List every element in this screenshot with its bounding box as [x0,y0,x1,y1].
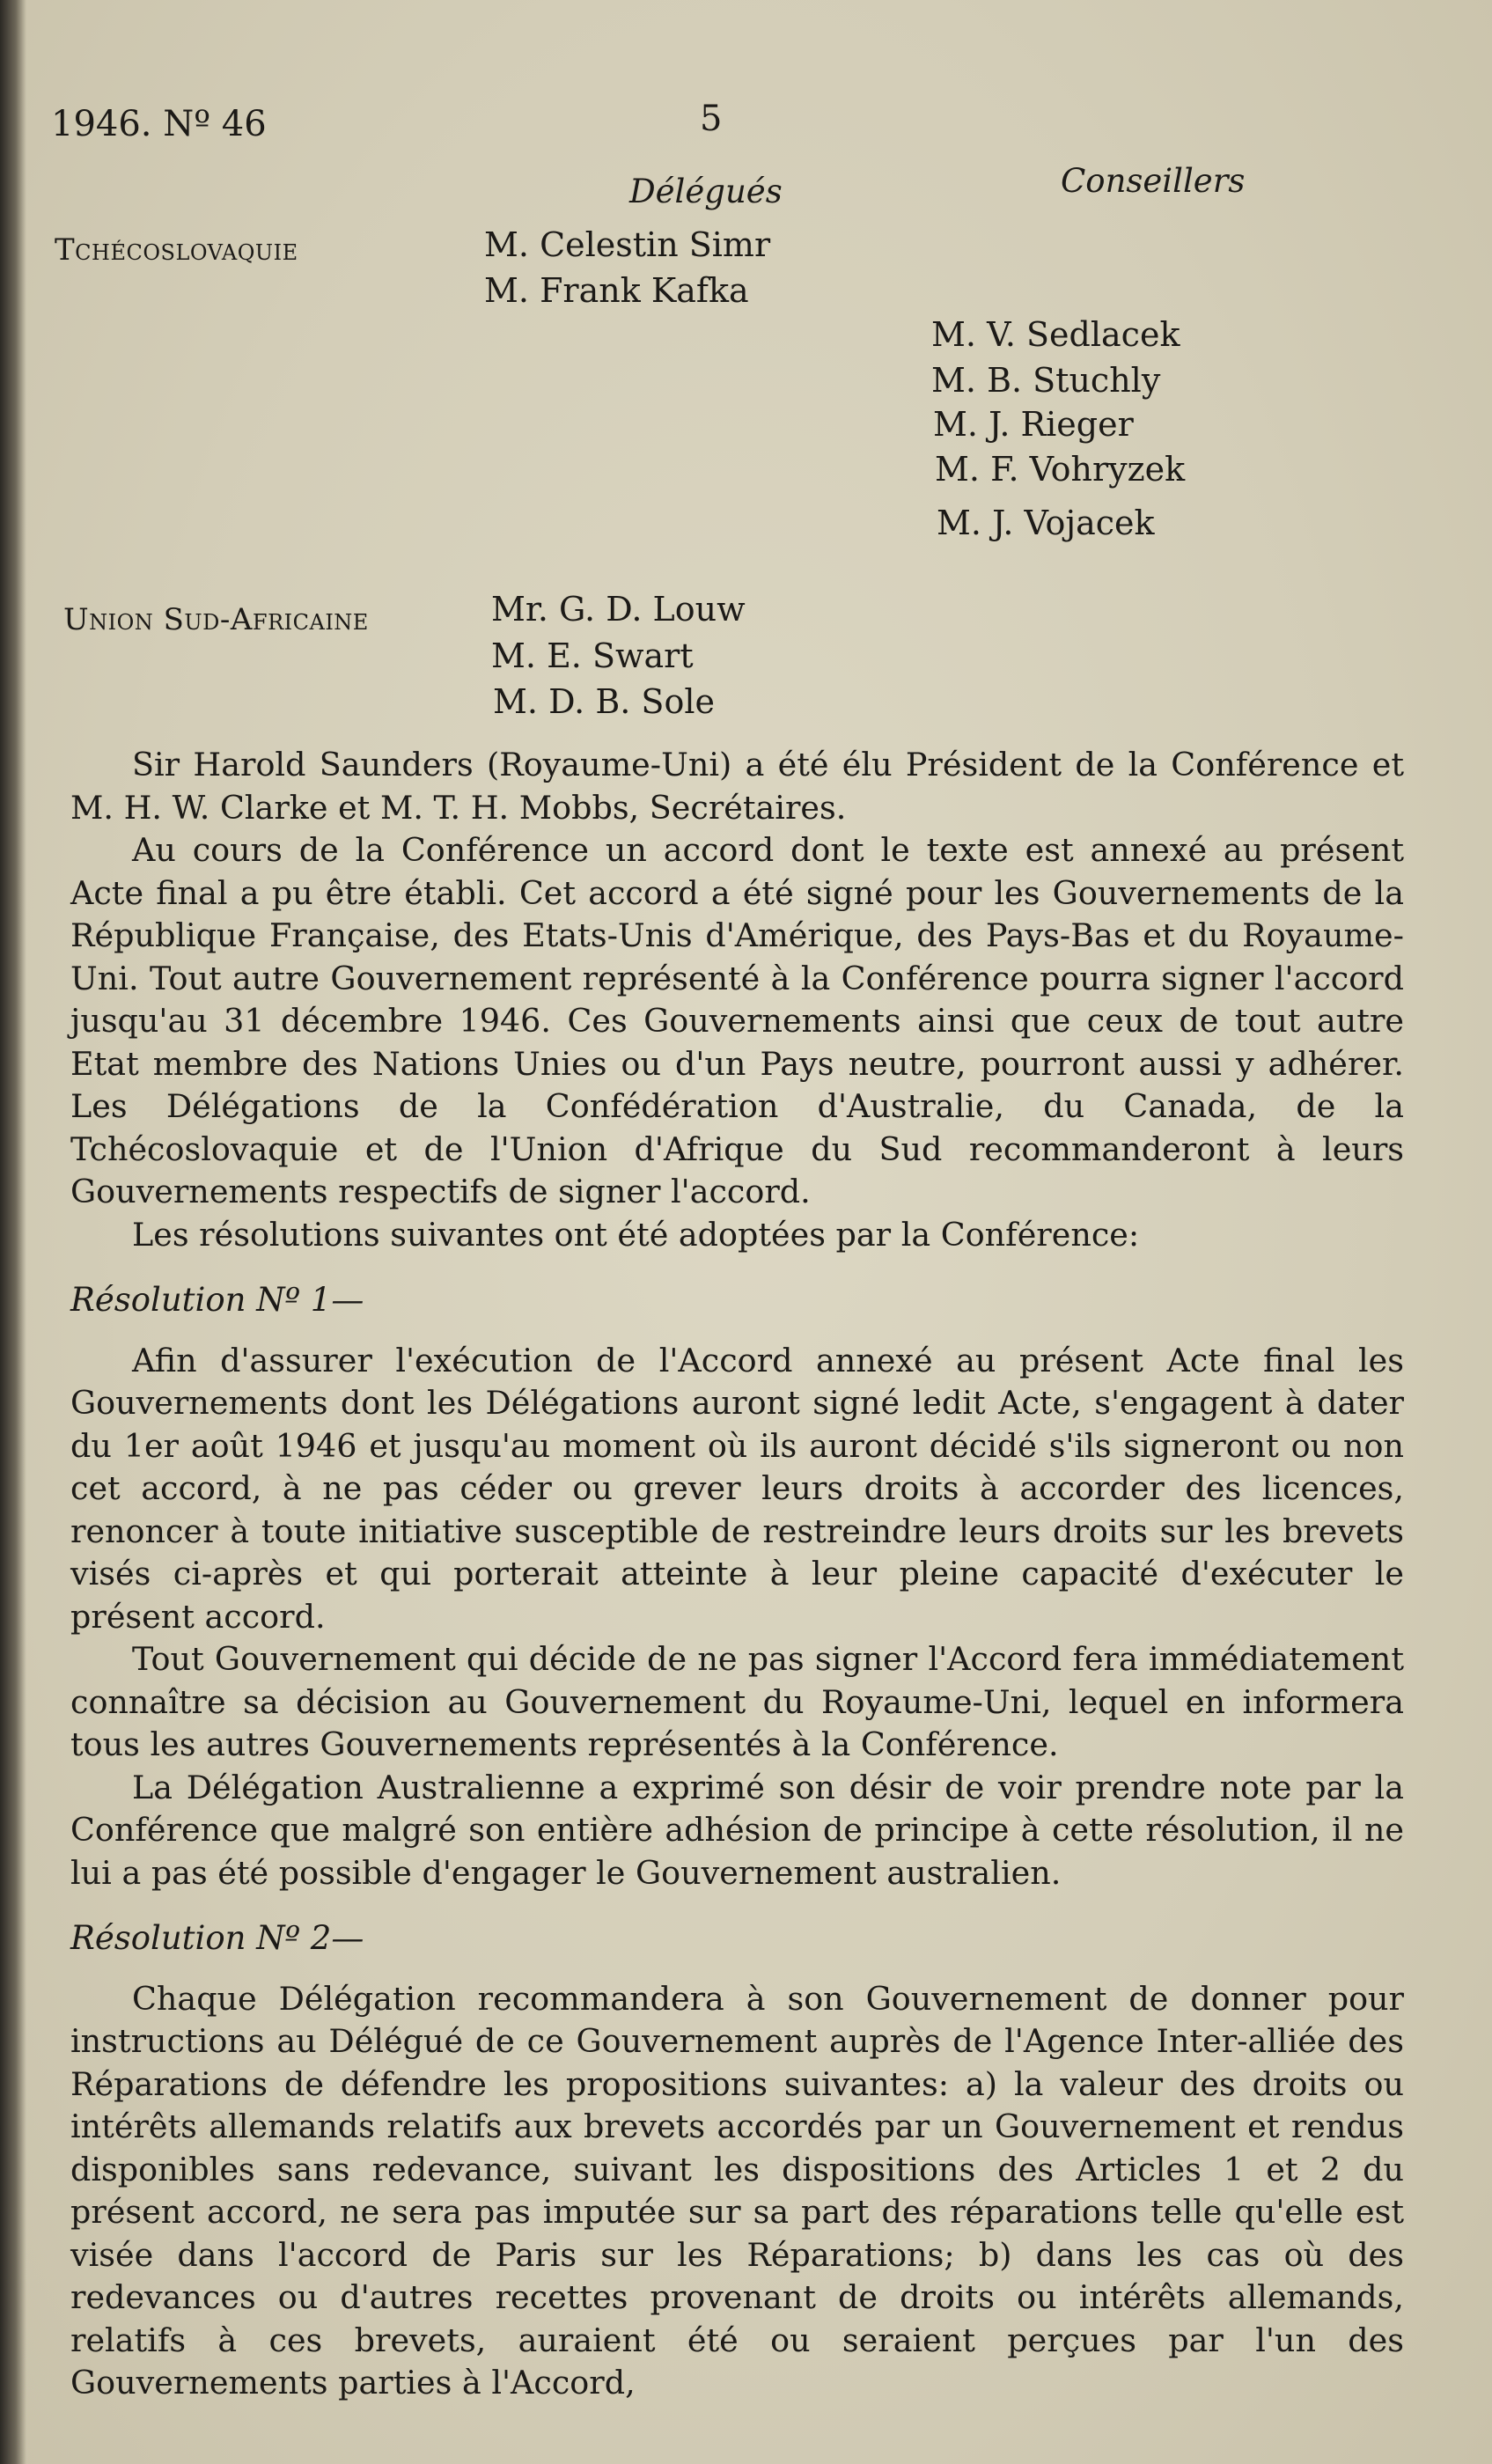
header-year-number: 1946. Nº 46 [51,104,267,144]
resolution-1-title: Résolution Nº 1— [70,1281,364,1319]
page-number: 5 [700,99,723,139]
paragraph-accord: Au cours de la Conférence un accord dont le texte est annexé au présent Acte final a pu être établi. Cet accord a été signé pour les Gouvernements de la République Française, des Etats-Unis d'Amérique, des Pays-Bas et du Royaume-Uni. Tout autre Gouvernement représenté à la Conférence pourra signer l'accord jusqu'au 31 décembre 1946. Ces Gouvernements ainsi que ceux de tout autre Etat membre des Nations Unies ou d'un Pays neutre, pourront aussi y adhérer. Les Délégations de la Confédération d'Australie, du Canada, de la Tchécoslovaquie et de l'Union d'Afrique du Sud recommanderont à leurs Gouvernements respectifs de signer l'accord. [70,831,1404,1210]
advisers-heading: Conseillers [1061,162,1246,200]
adviser-name: M. J. Rieger [933,405,1134,444]
adviser-name: M. J. Vojacek [937,504,1155,542]
resolution-1-paragraph: Tout Gouvernement qui décide de ne pas signer l'Accord fera immédiatement connaître sa décision au Gouvernement du Royaume-Uni, lequel en informera tous les autres Gouvernements représentés à la Conférence. [70,1640,1404,1763]
delegate-name: M. E. Swart [491,636,694,675]
resolution-2-paragraph: Chaque Délégation recommandera à son Gouvernement de donner pour instructions au Délégué de ce Gouvernement auprès de l'Agence Inter-alliée des Réparations de défendre les propositions suivantes: a) la valeur des droits ou intérêts allemands relatifs aux brevets accordés par un Gouvernement et rendus disponibles sans redevance, suivant les dispositions des Articles 1 et 2 du présent accord, ne sera pas imputée sur sa part des réparations telle qu'elle est visée dans l'accord de Paris sur les Réparations; b) dans les cas où des redevances ou d'autres recettes provenant de droits ou intérêts allemands, relatifs à ces brevets, auraient été ou seraient perçues par l'un des Gouvernements parties à l'Accord, [70,1979,1404,2401]
adviser-name: M. V. Sedlacek [931,315,1180,354]
paragraph-resolutions-intro: Les résolutions suivantes ont été adoptées par la Conférence: [132,1215,1140,1254]
resolution-1-paragraph: Afin d'assurer l'exécution de l'Accord annexé au présent Acte final les Gouvernements dont les Délégations auront signé ledit Acte, s'engagent à dater du 1er août 1946 et jusqu'au moment où ils auront décidé s'ils signeront ou non cet accord, à ne pas céder ou grever leurs droits à accorder des licences, renoncer à toute initiative susceptible de restreindre leurs droits sur les brevets visés ci-après et qui porterait atteinte à leur pleine capacité d'exécuter le présent accord. [70,1341,1404,1636]
country-south-africa: Union Sud-Africaine [63,602,369,637]
delegate-name: Mr. G. D. Louw [491,590,746,629]
paragraph-president: Sir Harold Saunders (Royaume-Uni) a été élu Président de la Conférence et M. H. W. Clarke et M. T. H. Mobbs, Secrétaires. [70,746,1404,827]
adviser-name: M. F. Vohryzek [935,450,1186,489]
book-spine-shadow [0,0,26,2464]
adviser-name: M. B. Stuchly [931,361,1161,400]
delegate-name: M. Frank Kafka [484,271,749,310]
body-text [70,744,1404,2405]
delegate-name: M. D. B. Sole [493,682,715,721]
country-czechoslovakia: Tchécoslovaquie [55,232,298,268]
delegates-heading: Délégués [629,173,783,210]
resolution-1-paragraph: La Délégation Australienne a exprimé son désir de voir prendre note par la Conférence que malgré son entière adhésion de principe à cette résolution, il ne lui a pas été possible d'engager le Gouvernement australien. [70,1768,1404,1892]
delegate-name: M. Celestin Simr [484,225,771,264]
resolution-2-title: Résolution Nº 2— [70,1919,364,1957]
